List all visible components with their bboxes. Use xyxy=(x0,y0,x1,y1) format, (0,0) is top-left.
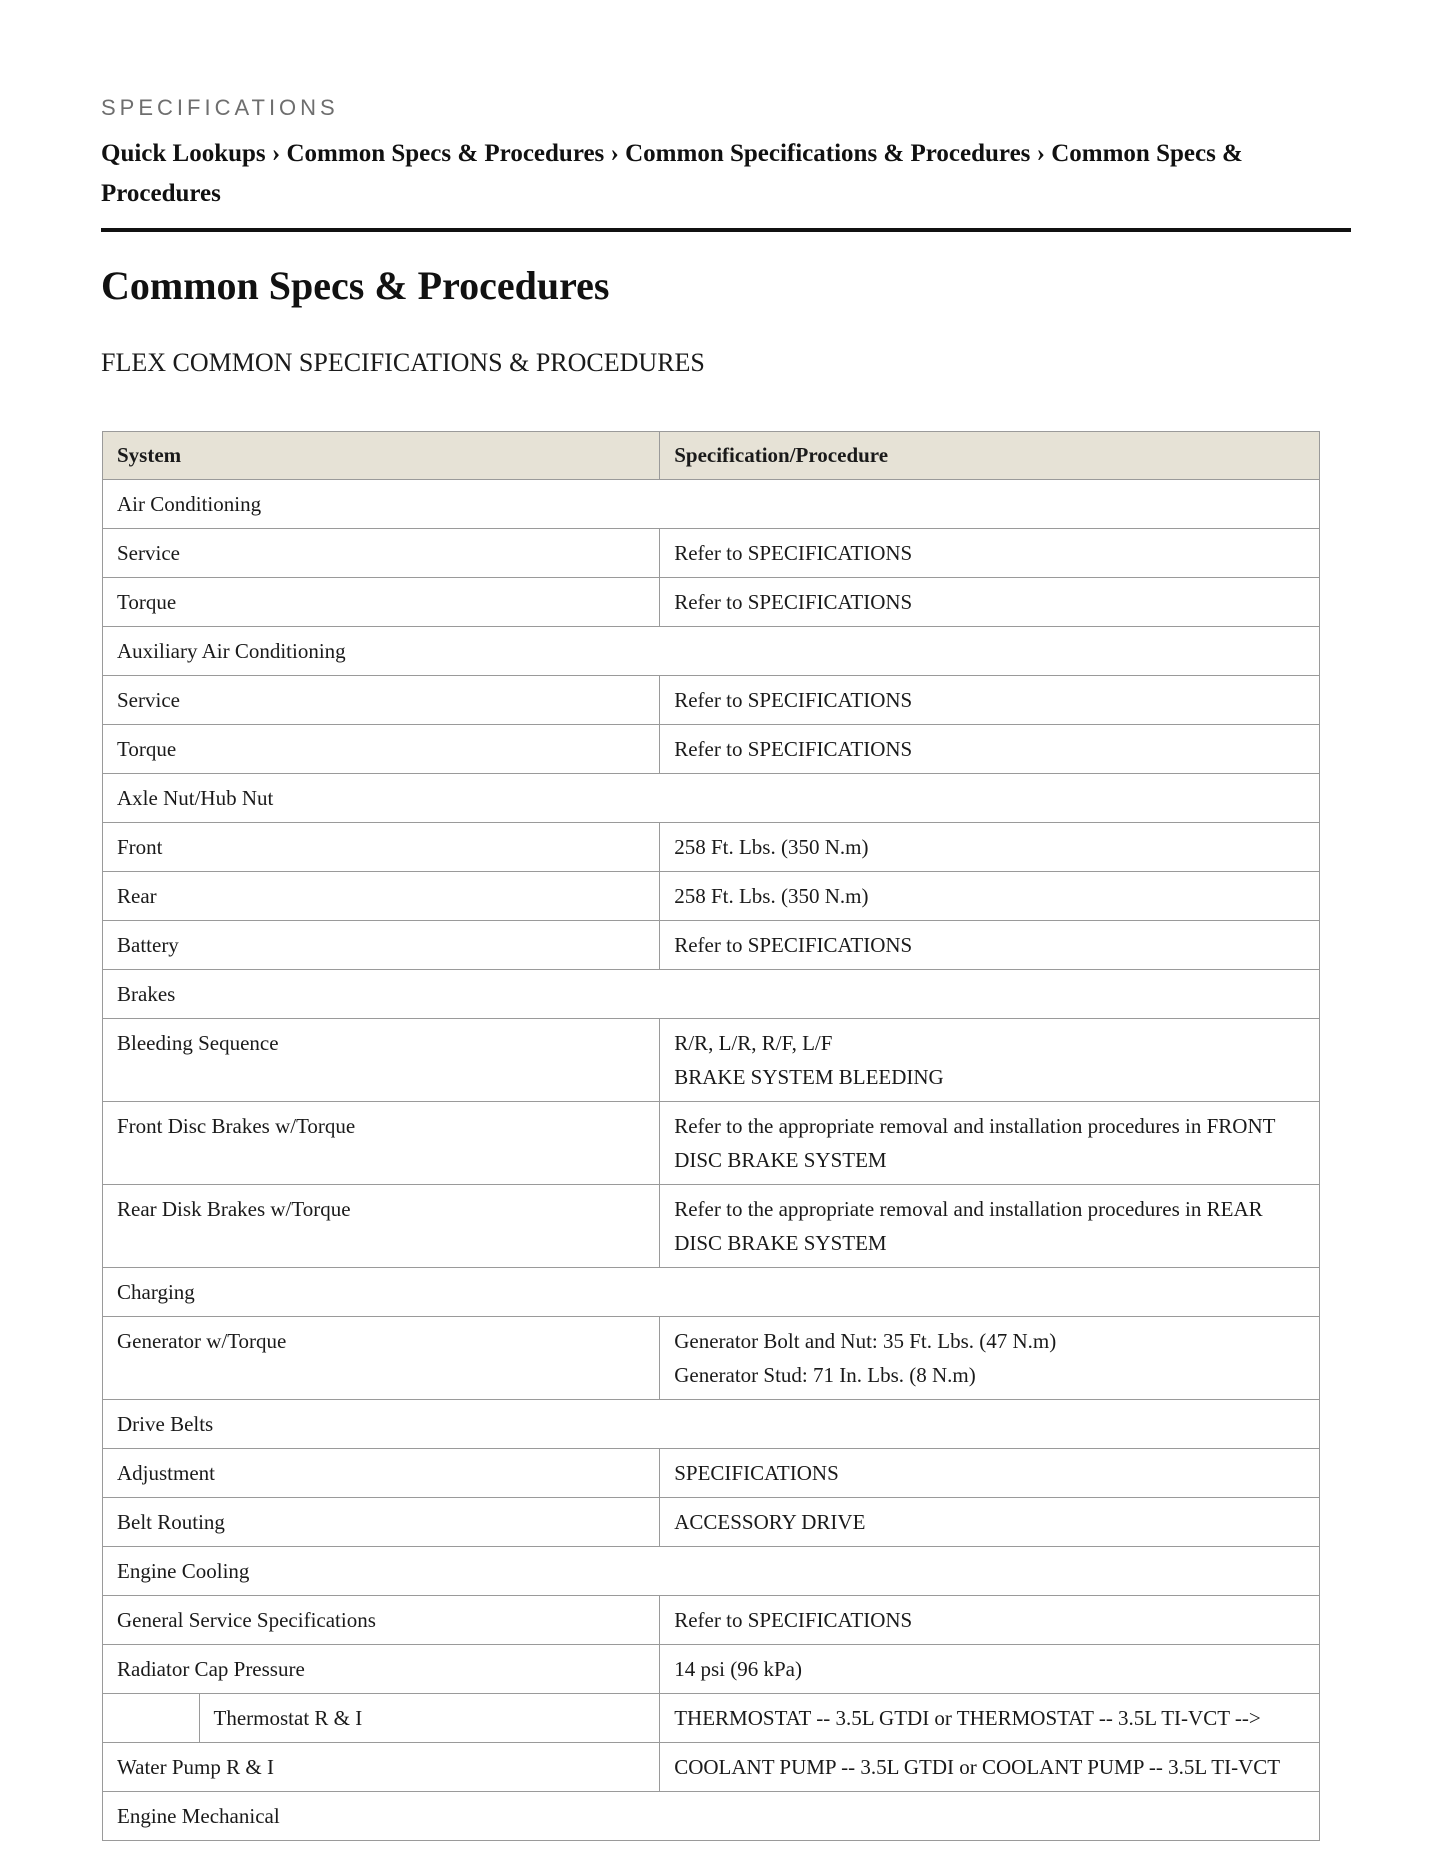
spec-cell: Refer to SPECIFICATIONS xyxy=(660,921,1320,970)
spec-cell: Refer to SPECIFICATIONS xyxy=(660,529,1320,578)
section-label: SPECIFICATIONS xyxy=(101,95,339,120)
table-row xyxy=(103,1547,1320,1596)
table-row xyxy=(103,1596,1320,1645)
specs-table xyxy=(102,431,1320,1841)
spec-cell: 14 psi (96 kPa) xyxy=(660,1645,1320,1694)
table-header-row xyxy=(103,432,1320,480)
system-cell: General Service Specifications xyxy=(103,1596,660,1645)
spec-link[interactable]: SPECIFICATIONS xyxy=(660,1449,1320,1498)
spec-cell: THERMOSTAT -- 3.5L GTDI or THERMOSTAT -- 3.5L TI-VCT --> xyxy=(660,1694,1320,1743)
table-row xyxy=(103,480,1320,529)
table-row xyxy=(103,921,1320,970)
table-row xyxy=(103,1743,1320,1792)
system-cell: Radiator Cap Pressure xyxy=(103,1645,660,1694)
table-row xyxy=(103,578,1320,627)
spec-cell: Refer to the appropriate removal and installation procedures in REAR DISC BRAKE SYSTEM xyxy=(660,1185,1320,1268)
spec-line: R/R, L/R, R/F, L/F xyxy=(674,1031,833,1055)
column-header-system: System xyxy=(103,432,660,480)
system-cell: Battery xyxy=(103,921,660,970)
table-row xyxy=(103,823,1320,872)
system-cell: Service xyxy=(103,529,660,578)
header-divider xyxy=(101,228,1351,232)
system-cell: Generator w/Torque xyxy=(103,1317,660,1400)
spec-cell: Refer to SPECIFICATIONS xyxy=(660,676,1320,725)
spec-cell xyxy=(660,1019,1320,1102)
table-row xyxy=(103,1268,1320,1317)
page-title: Common Specs & Procedures xyxy=(101,263,610,308)
table-row xyxy=(103,627,1320,676)
system-cell: Torque xyxy=(103,725,660,774)
spec-cell: Refer to SPECIFICATIONS xyxy=(660,725,1320,774)
column-header-spec: Specification/Procedure xyxy=(660,432,1320,480)
table-row xyxy=(103,1019,1320,1102)
breadcrumb[interactable]: Quick Lookups › Common Specs & Procedures › Common Specifications & Procedures › Common Specs & Procedures xyxy=(101,140,1243,207)
page-subtitle: FLEX COMMON SPECIFICATIONS & PROCEDURES xyxy=(101,348,705,377)
system-cell: Front xyxy=(103,823,660,872)
table-row xyxy=(103,1102,1320,1185)
system-cell: Rear xyxy=(103,872,660,921)
table-row xyxy=(103,1645,1320,1694)
system-cell: Water Pump R & I xyxy=(103,1743,660,1792)
category-cell: Drive Belts xyxy=(103,1400,1320,1449)
spec-cell: Refer to SPECIFICATIONS xyxy=(660,578,1320,627)
table-row xyxy=(103,1498,1320,1547)
table-row xyxy=(103,1792,1320,1841)
category-cell: Charging xyxy=(103,1268,1320,1317)
spec-link[interactable]: ACCESSORY DRIVE xyxy=(660,1498,1320,1547)
category-cell: Engine Cooling xyxy=(103,1547,1320,1596)
system-cell: Front Disc Brakes w/Torque xyxy=(103,1102,660,1185)
spec-line: Generator Stud: 71 In. Lbs. (8 N.m) xyxy=(674,1363,976,1387)
spec-cell: 258 Ft. Lbs. (350 N.m) xyxy=(660,872,1320,921)
spec-cell: Refer to the appropriate removal and installation procedures in FRONT DISC BRAKE SYSTEM xyxy=(660,1102,1320,1185)
category-cell: Axle Nut/Hub Nut xyxy=(103,774,1320,823)
category-cell: Brakes xyxy=(103,970,1320,1019)
spec-cell: 258 Ft. Lbs. (350 N.m) xyxy=(660,823,1320,872)
category-cell: Auxiliary Air Conditioning xyxy=(103,627,1320,676)
category-cell: Air Conditioning xyxy=(103,480,1320,529)
table-row xyxy=(103,1317,1320,1400)
table-row xyxy=(103,1694,1320,1743)
spec-cell: COOLANT PUMP -- 3.5L GTDI or COOLANT PUMP -- 3.5L TI-VCT xyxy=(660,1743,1320,1792)
system-cell: Service xyxy=(103,676,660,725)
spec-cell xyxy=(660,1317,1320,1400)
table-row xyxy=(103,970,1320,1019)
system-cell: Belt Routing xyxy=(103,1498,660,1547)
table-row xyxy=(103,1449,1320,1498)
system-cell: Torque xyxy=(103,578,660,627)
system-cell: Adjustment xyxy=(103,1449,660,1498)
table-row xyxy=(103,725,1320,774)
table-row xyxy=(103,774,1320,823)
table-row xyxy=(103,1185,1320,1268)
spec-cell: Refer to SPECIFICATIONS xyxy=(660,1596,1320,1645)
table-row xyxy=(103,676,1320,725)
table-row xyxy=(103,872,1320,921)
table-row xyxy=(103,1400,1320,1449)
spec-link[interactable]: BRAKE SYSTEM BLEEDING xyxy=(674,1065,944,1089)
indent-cell xyxy=(103,1694,200,1743)
system-cell: Bleeding Sequence xyxy=(103,1019,660,1102)
system-cell: Rear Disk Brakes w/Torque xyxy=(103,1185,660,1268)
category-cell: Engine Mechanical xyxy=(103,1792,1320,1841)
system-cell: Thermostat R & I xyxy=(199,1694,660,1743)
spec-line: Generator Bolt and Nut: 35 Ft. Lbs. (47 N.m) xyxy=(674,1329,1057,1353)
table-row xyxy=(103,529,1320,578)
